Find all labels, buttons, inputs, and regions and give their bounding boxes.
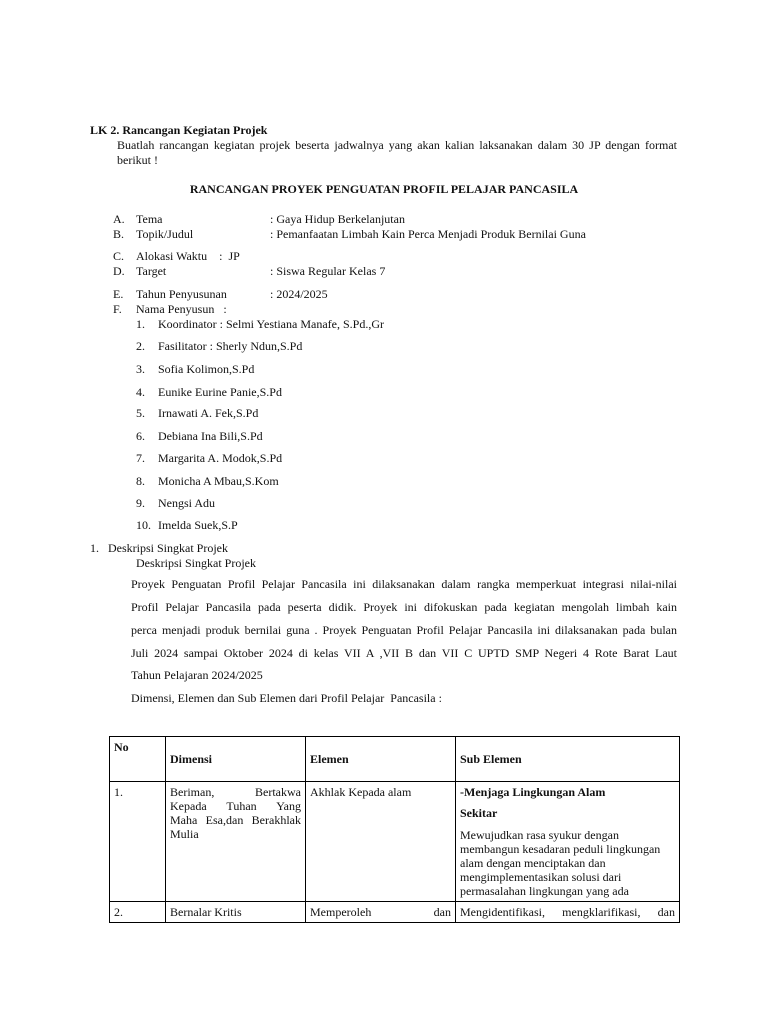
- info-f-label: Nama Penyusun :: [136, 302, 227, 316]
- description-line: perca menjadi produk bernilai guna . Proyek Penguatan Profil Pelajar Pancasila ini dilaksanakan pada bulan: [131, 623, 677, 637]
- penyusun-num: 7.: [136, 451, 145, 465]
- penyusun-name: Monicha A Mbau,S.Kom: [158, 474, 279, 488]
- penyusun-name: Irnawati A. Fek,S.Pd: [158, 406, 259, 420]
- table-header-row: [110, 737, 680, 782]
- penyusun-num: 1.: [136, 317, 145, 331]
- header-no: No: [110, 737, 166, 782]
- main-title: RANCANGAN PROYEK PENGUATAN PROFIL PELAJAR PANCASILA: [189, 182, 579, 196]
- info-f-letter: F.: [113, 302, 122, 316]
- header-sub-elemen: Sub Elemen: [456, 737, 680, 782]
- description-line: Juli 2024 sampai Oktober 2024 di kelas VII A ,VII B dan VII C UPTD SMP Negeri 4 Rote Barat Laut: [131, 646, 677, 660]
- penyusun-num: 5.: [136, 406, 145, 420]
- row1-sub-desc-line: membangun kesadaran peduli lingkungan: [460, 842, 661, 856]
- info-e-value: : 2024/2025: [270, 287, 328, 301]
- info-d-letter: D.: [113, 264, 125, 278]
- penyusun-num: 2.: [136, 339, 145, 353]
- info-b-label: Topik/Judul: [136, 227, 194, 241]
- section-number: 1.: [90, 541, 99, 555]
- profil-table: [109, 736, 680, 923]
- penyusun-name: Fasilitator : Sherly Ndun,S.Pd: [158, 339, 303, 353]
- row1-dimensi: [166, 782, 306, 902]
- row2-dimensi: Bernalar Kritis: [166, 902, 306, 923]
- info-d-value: : Siswa Regular Kelas 7: [270, 264, 386, 278]
- row1-elemen: Akhlak Kepada alam: [306, 782, 456, 902]
- row1-sub-title: -Menjaga Lingkungan Alam: [460, 785, 606, 799]
- info-d-label: Target: [136, 264, 167, 278]
- info-a-letter: A.: [113, 212, 125, 226]
- penyusun-name: Margarita A. Modok,S.Pd: [158, 451, 283, 465]
- info-a-value: : Gaya Hidup Berkelanjutan: [270, 212, 405, 226]
- info-b-value: : Pemanfaatan Limbah Kain Perca Menjadi Produk Bernilai Guna: [270, 227, 586, 241]
- row2-no: 2.: [110, 902, 166, 923]
- section-title: Deskripsi Singkat Projek: [108, 541, 228, 555]
- penyusun-num: 4.: [136, 385, 145, 399]
- instruction-text: Buatlah rancangan kegiatan projek beserta jadwalnya yang akan kalian laksanakan dalam 30 JP dengan format berikut !: [117, 138, 677, 167]
- row1-no: 1.: [110, 782, 166, 902]
- info-e-letter: E.: [113, 287, 124, 301]
- penyusun-num: 10.: [136, 518, 151, 532]
- penyusun-num: 6.: [136, 429, 145, 443]
- row1-dimensi-line: Kepada Tuhan Yang: [170, 799, 301, 813]
- penyusun-num: 9.: [136, 496, 145, 510]
- table-row: [110, 902, 680, 923]
- penyusun-name: Debiana Ina Bili,S.Pd: [158, 429, 263, 443]
- row1-sub-elemen: [456, 782, 680, 902]
- penyusun-name: Sofia Kolimon,S.Pd: [158, 362, 255, 376]
- header-elemen: Elemen: [306, 737, 456, 782]
- row2-sub-elemen: Mengidentifikasi, mengklarifikasi, dan: [456, 902, 680, 923]
- penyusun-num: 3.: [136, 362, 145, 376]
- row1-dimensi-line: Mulia: [170, 827, 199, 841]
- info-c-label: Alokasi Waktu : JP: [136, 249, 240, 263]
- row2-elemen: Memperoleh dan: [306, 902, 456, 923]
- penyusun-name: Koordinator : Selmi Yestiana Manafe, S.Pd.,Gr: [158, 317, 384, 331]
- row1-dimensi-line: Beriman, Bertakwa: [170, 785, 301, 799]
- info-b-letter: B.: [113, 227, 125, 241]
- info-e-label: Tahun Penyusunan: [136, 287, 227, 301]
- penyusun-num: 8.: [136, 474, 145, 488]
- row1-sub-desc-line: alam dengan menciptakan dan: [460, 856, 606, 870]
- penyusun-name: Eunike Eurine Panie,S.Pd: [158, 385, 282, 399]
- penyusun-name: Nengsi Adu: [158, 496, 215, 510]
- row1-dimensi-line: Maha Esa,dan Berakhlak: [170, 813, 301, 827]
- row1-sub-desc-line: mengimplementasikan solusi dari: [460, 870, 622, 884]
- row1-sub-desc-line: Mewujudkan rasa syukur dengan: [460, 828, 619, 842]
- penyusun-name: Imelda Suek,S.P: [158, 518, 238, 532]
- header-dimensi: Dimensi: [166, 737, 306, 782]
- lk-heading: LK 2. Rancangan Kegiatan Projek: [90, 123, 268, 137]
- row1-sub-desc-line: permasalahan lingkungan yang ada: [460, 884, 629, 898]
- info-c-letter: C.: [113, 249, 125, 263]
- table-row: [110, 782, 680, 902]
- info-a-label: Tema: [136, 212, 163, 226]
- dimensi-intro: Dimensi, Elemen dan Sub Elemen dari Profil Pelajar Pancasila :: [131, 691, 442, 705]
- row1-sub-title: Sekitar: [460, 806, 498, 820]
- description-line: Tahun Pelajaran 2024/2025: [131, 668, 263, 682]
- description-line: Proyek Penguatan Profil Pelajar Pancasila ini dilaksanakan dalam rangka memperkuat integrasi nilai-nilai: [131, 577, 677, 591]
- section-subtitle: Deskripsi Singkat Projek: [136, 556, 256, 570]
- description-line: Profil Pelajar Pancasila pada peserta didik. Proyek ini difokuskan pada kegiatan mengolah limbah kain: [131, 600, 677, 614]
